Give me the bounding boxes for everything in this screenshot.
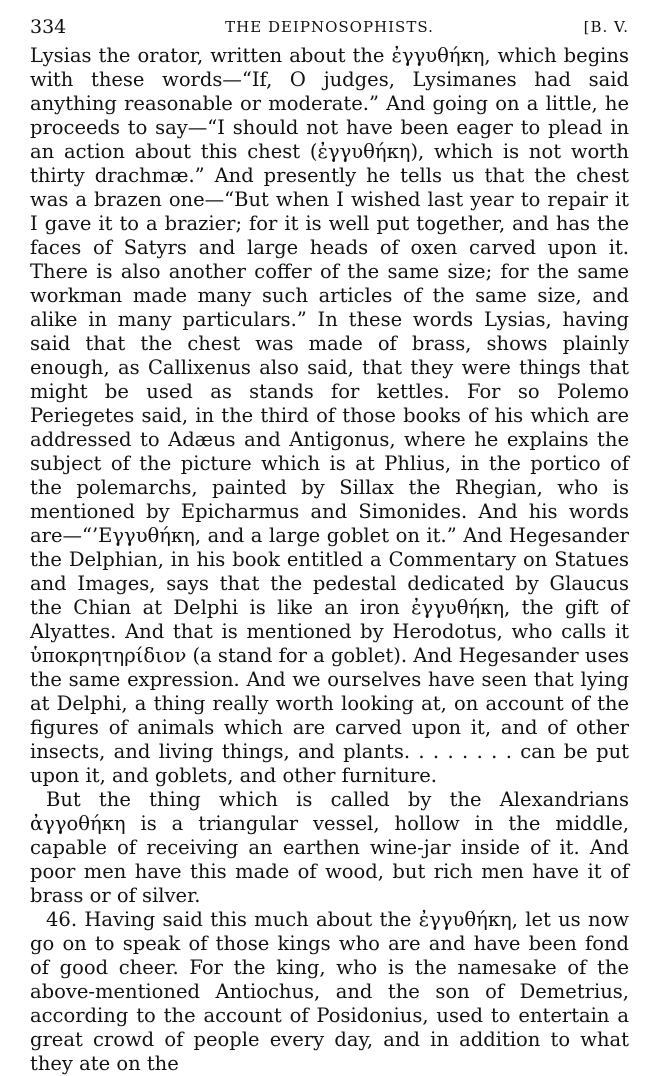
paragraph-angothike: But the thing which is called by the Alexandrians ἀγγοθήκη is a triangular vessel, hollow in the middle, capable of receiving an earthen wine-jar inside of it. And poor men have this made of wood, but rich men have it of brass or of silver.	[30, 788, 629, 907]
body-text	[30, 44, 629, 1076]
running-head	[30, 16, 629, 44]
book-reference: [B. V.	[583, 18, 629, 36]
page-number: 334	[30, 16, 67, 38]
paragraph-continued: Lysias the orator, written about the ἐγγυθήκη, which begins with these words—“If, O judges, Lysimanes had said anything reasonable or moderate.” And going on a little, he proceeds to say—“I should not have been eager to plead in an action about this chest (ἐγγυθήκη), which is not worth thirty drachmæ.” And presently he tells us that the chest was a brazen one—“But when I wished last year to repair it I gave it to a brazier; for it is well put together, and has the faces of Satyrs and large heads of oxen carved upon it. There is also another coffer of the same size; for the same workman made many such articles of the same size, and alike in many particulars.” In these words Lysias, having said that the chest was made of brass, shows plainly enough, as Callixenus also said, that they were things that might be used as stands for kettles. For so Polemo Periegetes said, in the third of those books of his which are addressed to Adæus and Antigonus, where he explains the subject of the picture which is at Phlius, in the portico of the polemarchs, painted by Sillax the Rhegian, who is mentioned by Epicharmus and Simonides. And his words are—“’Εγγυθήκη, and a large goblet on it.” And Hegesander the Delphian, in his book entitled a Commentary on Statues and Images, says that the pedestal dedicated by Glaucus the Chian at Delphi is like an iron ἐγγυθήκη, the gift of Alyattes. And that is mentioned by Herodotus, who calls it ὑποκρητηρίδιον (a stand for a goblet). And Hegesander uses the same expression. And we ourselves have seen that lying at Delphi, a thing really worth looking at, on account of the figures of animals which are carved upon it, and of other insects, and living things, and plants. . . . . . . . can be put upon it, and goblets, and other furniture.	[30, 44, 630, 787]
paragraph-section-46: 46. Having said this much about the ἐγγυθήκη, let us now go on to speak of those kings who are and have been fond of good cheer. For the king, who is the namesake of the above-mentioned Antiochus, and the son of Demetrius, according to the account of Posidonius, used to entertain a great crowd of people every day, and in addition to what they ate on the	[30, 908, 629, 1075]
running-title: THE DEIPNOSOPHISTS.	[225, 18, 434, 36]
